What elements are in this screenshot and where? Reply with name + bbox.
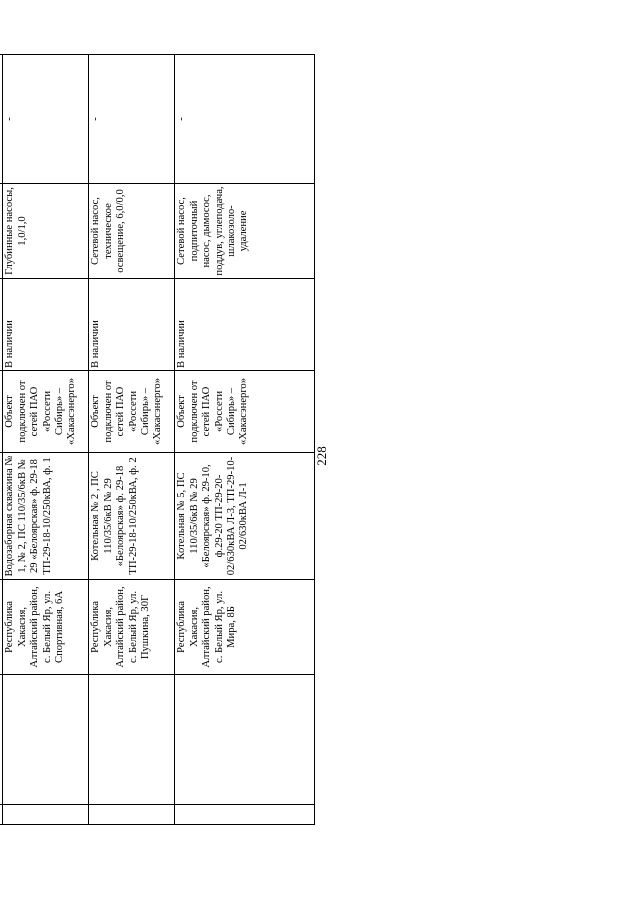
table-cell: В наличии <box>175 279 315 371</box>
table-row <box>3 55 89 825</box>
table-cell <box>175 675 315 805</box>
page-number: 228 <box>314 446 329 466</box>
table-cell: - <box>89 55 175 184</box>
table-cell: В наличии <box>89 279 175 371</box>
table-cell: - <box>175 55 315 184</box>
table-cell: Водозаборная скважина № 1, № 2, ПС 110/35/6кВ № 29 «Белоярская» ф. 29-18 ТП-29-18-10/250кВА, ф. 1 <box>3 453 89 580</box>
table-row <box>89 55 175 825</box>
table-cell: Котельная № 2 , ПС 110/35/6кВ № 29 «Белоярская» ф. 29-18 ТП-29-18-10/250кВА, ф. 2 <box>89 453 175 580</box>
table-cell <box>89 675 175 805</box>
table-cell <box>3 675 89 805</box>
table-cell <box>175 805 315 825</box>
table-cell: Глубинные насосы, 1,0/1,0 <box>3 184 89 279</box>
table-cell <box>3 805 89 825</box>
table-container <box>0 55 315 825</box>
table-cell: Республика Хакасия, Алтайский район, с. Белый Яр, ул. Мира, 8Б <box>175 580 315 675</box>
table-cell <box>89 805 175 825</box>
table-cell: Республика Хакасия, Алтайский район, с. Белый Яр, ул. Спортивная, 6А <box>3 580 89 675</box>
table-cell: Объект подключен от сетей ПАО «Россети Сибирь» – «Хакасэнерго» <box>3 371 89 453</box>
table-cell: Сетевой насос, подпиточный насос, дымосос, поддув, углеподача, шлакозоло-удаление <box>175 184 315 279</box>
table-cell: Республика Хакасия, Алтайский район, с. Белый Яр, ул. Пушкина, 30Г <box>89 580 175 675</box>
data-table <box>0 54 315 825</box>
table-cell: Котельная № 5, ПС 110/35/6кВ № 29 «Белоярская» ф. 29-10, ф.29-20 ТП-29-20-02/630кВА Л-3, ТП-29-10-02/630кВА Л-1 <box>175 453 315 580</box>
table-cell: Сетевой насос, техническое освещение, 6,0/0,0 <box>89 184 175 279</box>
table-cell: В наличии <box>3 279 89 371</box>
table-row <box>175 55 315 825</box>
table-cell: - <box>3 55 89 184</box>
table-cell: Объект подключен от сетей ПАО «Россети Сибирь» – «Хакасэнерго» <box>175 371 315 453</box>
table-cell: Объект подключен от сетей ПАО «Россети Сибирь» – «Хакасэнерго» <box>89 371 175 453</box>
